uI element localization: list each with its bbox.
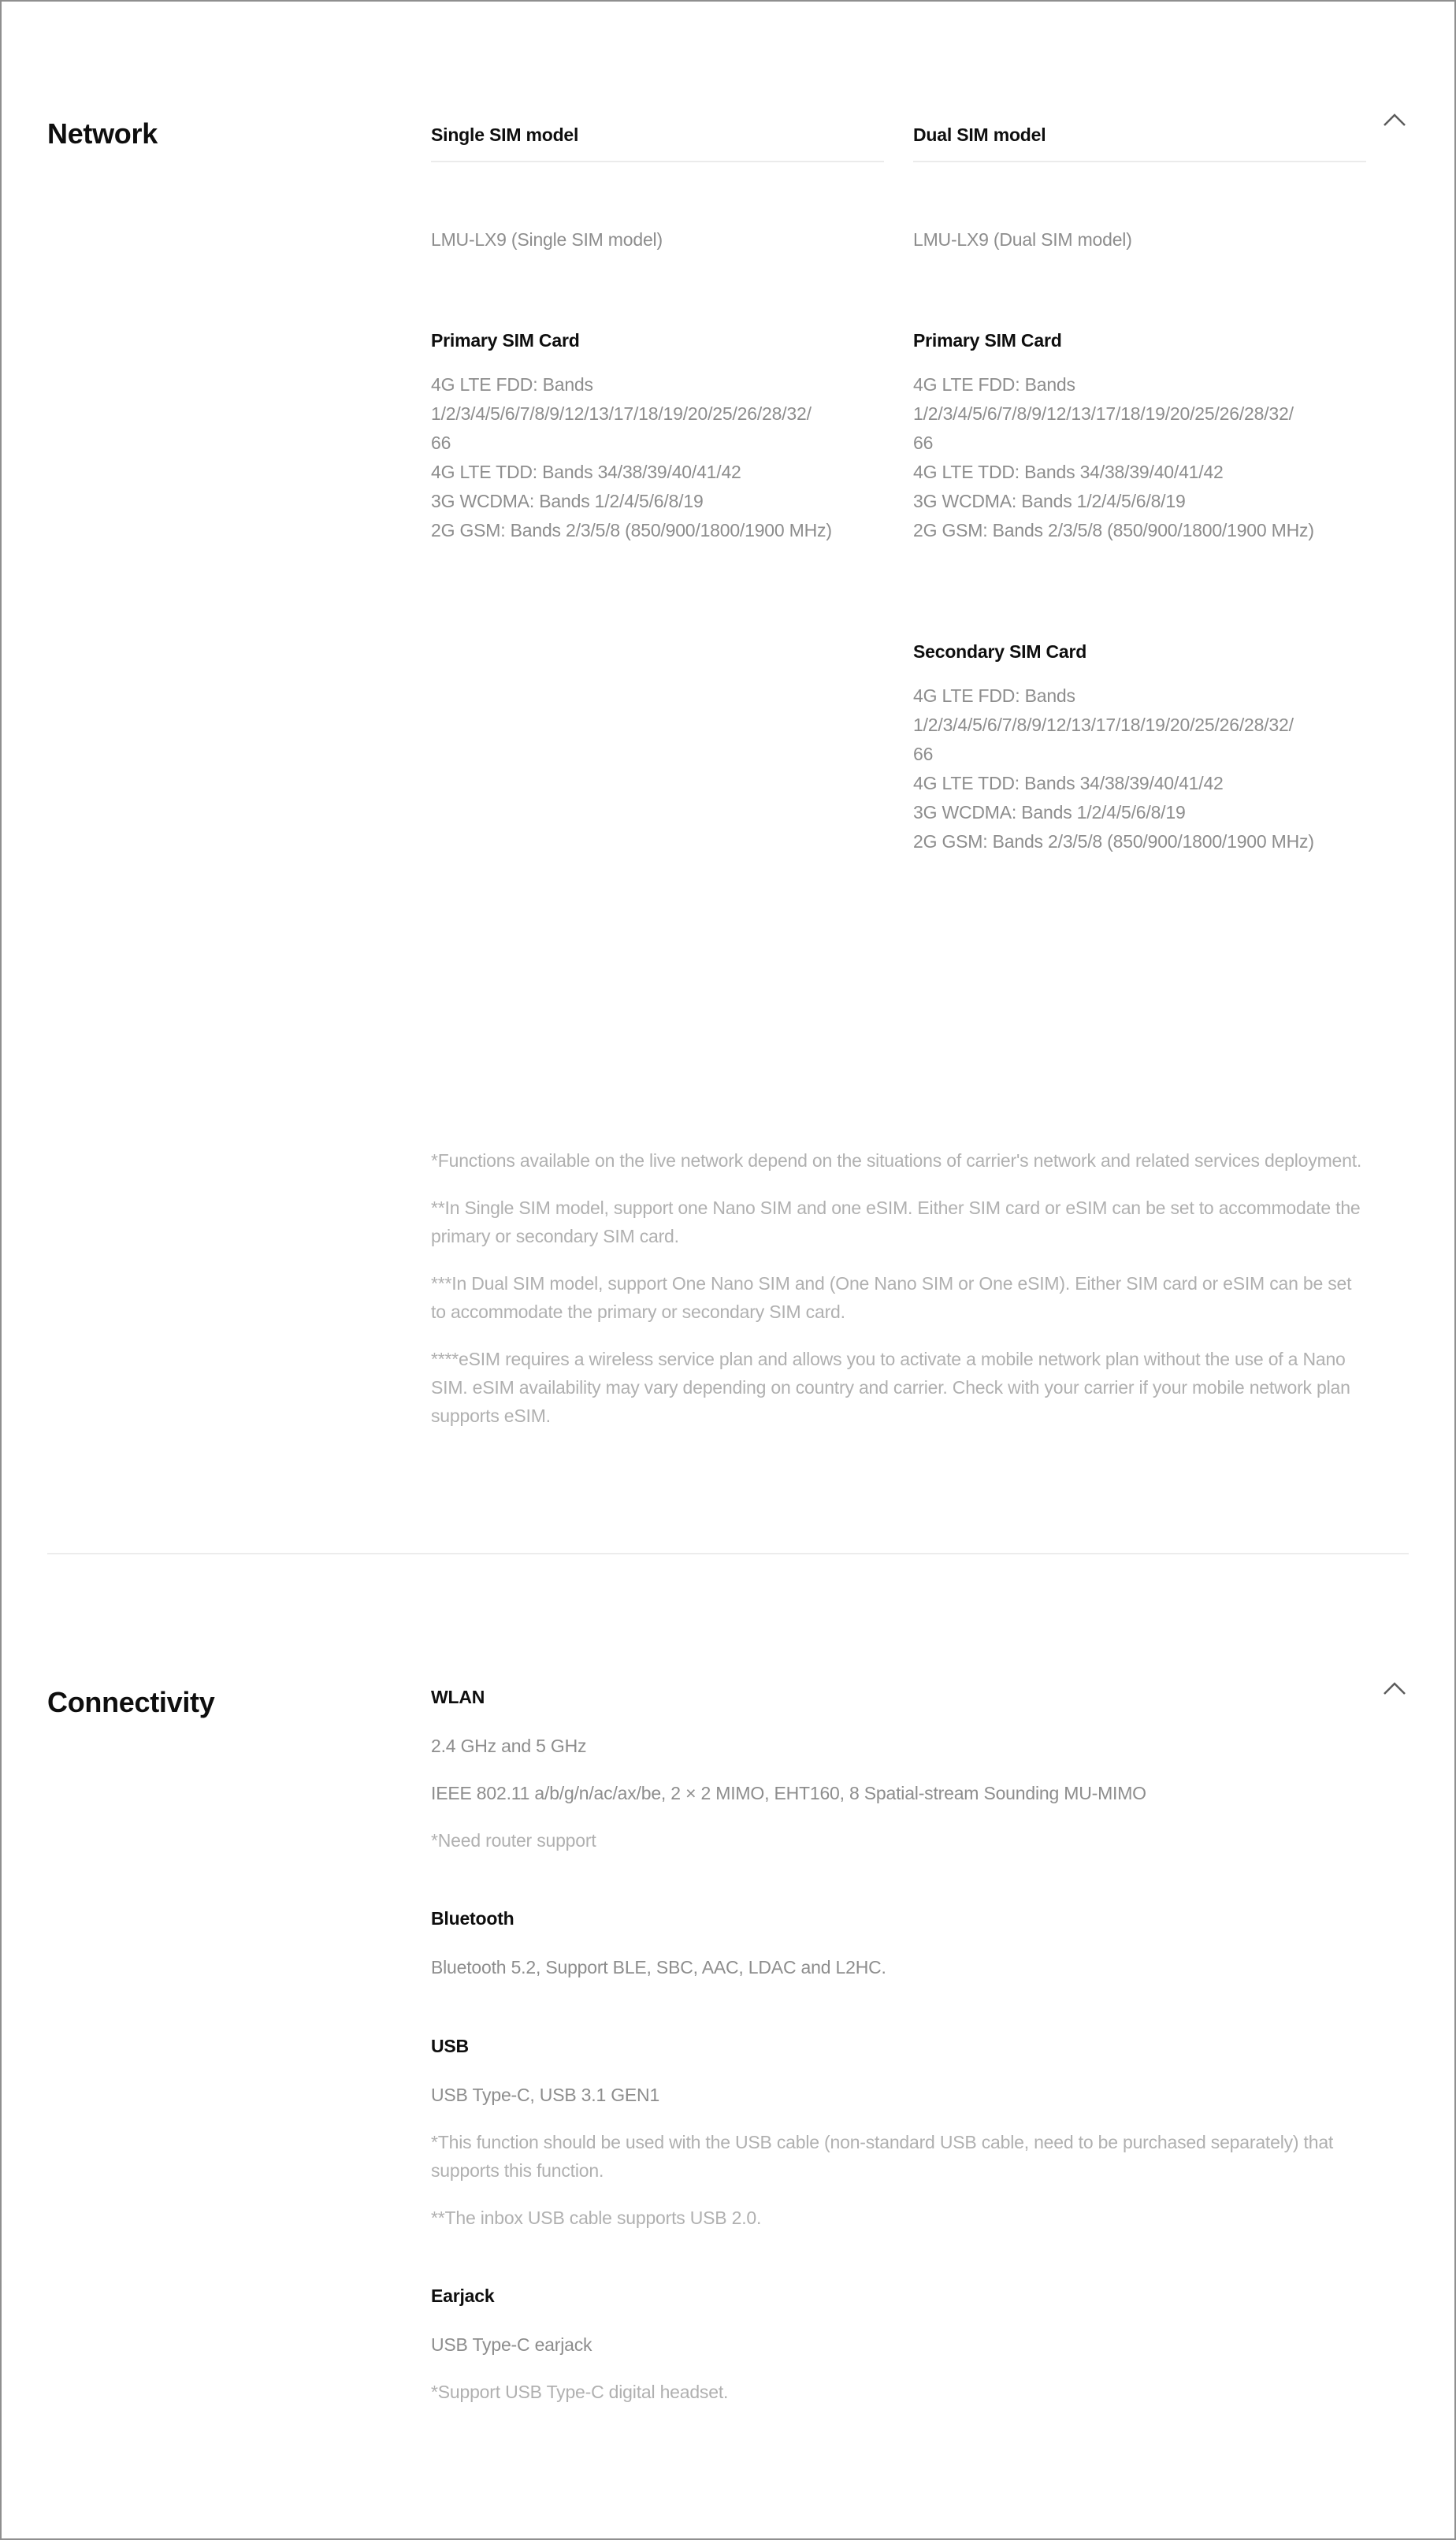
earjack-footnote: *Support USB Type-C digital headset. bbox=[431, 2382, 729, 2402]
earjack-heading: Earjack bbox=[431, 2286, 495, 2306]
band-line: 1/2/3/4/5/6/7/8/9/12/13/17/18/19/20/25/26/28/32/ bbox=[913, 715, 1294, 735]
dual-sim-secondary-bands bbox=[913, 681, 1366, 856]
connectivity-content-column bbox=[431, 1685, 1409, 2458]
network-section bbox=[2, 2, 1454, 1449]
band-line: 4G LTE TDD: Bands 34/38/39/40/41/42 bbox=[913, 462, 1224, 482]
dual-sim-primary-card-heading: Primary SIM Card bbox=[913, 330, 1062, 351]
single-sim-model-name: LMU-LX9 (Single SIM model) bbox=[431, 229, 663, 250]
band-line: 3G WCDMA: Bands 1/2/4/5/6/8/19 bbox=[913, 491, 1186, 511]
earjack-value: USB Type-C earjack bbox=[431, 2334, 592, 2355]
network-footnote: *Functions available on the live network depend on the situations of carrier's network and related services deployment. bbox=[431, 1150, 1362, 1171]
band-line: 2G GSM: Bands 2/3/5/8 (850/900/1800/1900 MHz) bbox=[913, 520, 1314, 540]
connectivity-section-title: Connectivity bbox=[47, 1686, 215, 1718]
band-line: 4G LTE FDD: Bands bbox=[913, 374, 1075, 395]
band-line: 1/2/3/4/5/6/7/8/9/12/13/17/18/19/20/25/26/28/32/ bbox=[913, 403, 1294, 424]
wlan-heading: WLAN bbox=[431, 1687, 485, 1707]
bluetooth-heading: Bluetooth bbox=[431, 1908, 514, 1929]
connectivity-collapse-button[interactable] bbox=[1382, 1679, 1409, 1698]
band-line: 3G WCDMA: Bands 1/2/4/5/6/8/19 bbox=[431, 491, 704, 511]
dual-sim-model-name: LMU-LX9 (Dual SIM model) bbox=[913, 229, 1132, 250]
connectivity-section bbox=[2, 1554, 1454, 2458]
band-line: 4G LTE TDD: Bands 34/38/39/40/41/42 bbox=[913, 773, 1224, 793]
band-line: 66 bbox=[431, 433, 451, 453]
sim-model-columns bbox=[431, 117, 1409, 856]
network-footnote: ***In Dual SIM model, support One Nano SIM and (One Nano SIM or One eSIM). Either SIM card or eSIM can be set to accommodate the primary or secondary SIM card. bbox=[431, 1273, 1352, 1322]
network-label-column bbox=[47, 117, 431, 151]
usb-value: USB Type-C, USB 3.1 GEN1 bbox=[431, 2085, 660, 2105]
band-line: 3G WCDMA: Bands 1/2/4/5/6/8/19 bbox=[913, 802, 1186, 823]
dual-sim-column-header: Dual SIM model bbox=[913, 117, 1366, 162]
network-content-column bbox=[431, 117, 1409, 1449]
usb-footnote: **The inbox USB cable supports USB 2.0. bbox=[431, 2208, 762, 2228]
band-line: 66 bbox=[913, 433, 934, 453]
single-sim-primary-card-heading: Primary SIM Card bbox=[431, 330, 580, 351]
dual-sim-primary-bands bbox=[913, 370, 1366, 545]
usb-group bbox=[431, 2034, 1409, 2232]
chevron-up-icon bbox=[1382, 1680, 1409, 1697]
band-line: 4G LTE FDD: Bands bbox=[913, 685, 1075, 706]
band-line: 4G LTE FDD: Bands bbox=[431, 374, 593, 395]
network-section-title: Network bbox=[47, 117, 158, 150]
chevron-up-icon bbox=[1382, 111, 1409, 128]
wlan-value: IEEE 802.11 a/b/g/n/ac/ax/be, 2 × 2 MIMO, EHT160, 8 Spatial-stream Sounding MU-MIMO bbox=[431, 1783, 1146, 1803]
network-footnote: **In Single SIM model, support one Nano SIM and one eSIM. Either SIM card or eSIM can be set to accommodate the primary or secondary SIM card. bbox=[431, 1198, 1361, 1246]
band-line: 2G GSM: Bands 2/3/5/8 (850/900/1800/1900 MHz) bbox=[913, 831, 1314, 852]
band-line: 66 bbox=[913, 744, 934, 764]
network-collapse-button[interactable] bbox=[1382, 110, 1409, 129]
single-sim-primary-bands bbox=[431, 370, 884, 545]
band-line: 1/2/3/4/5/6/7/8/9/12/13/17/18/19/20/25/26/28/32/ bbox=[431, 403, 812, 424]
single-sim-column-header: Single SIM model bbox=[431, 117, 884, 162]
earjack-group bbox=[431, 2284, 1409, 2406]
network-footnotes bbox=[431, 1146, 1409, 1430]
bluetooth-value: Bluetooth 5.2, Support BLE, SBC, AAC, LDAC and L2HC. bbox=[431, 1957, 886, 1977]
wlan-footnote: *Need router support bbox=[431, 1830, 596, 1851]
wlan-group bbox=[431, 1685, 1409, 1855]
usb-heading: USB bbox=[431, 2036, 469, 2056]
network-footnote: ****eSIM requires a wireless service plan and allows you to activate a mobile network plan without the use of a Nano SIM. eSIM availability may vary depending on country and carrier. Check with your carrier if your mobile network plan supports eSIM. bbox=[431, 1349, 1350, 1426]
wlan-value: 2.4 GHz and 5 GHz bbox=[431, 1736, 587, 1756]
band-line: 4G LTE TDD: Bands 34/38/39/40/41/42 bbox=[431, 462, 741, 482]
dual-sim-secondary-card-heading: Secondary SIM Card bbox=[913, 641, 1087, 662]
bluetooth-group bbox=[431, 1907, 1409, 1982]
dual-sim-column bbox=[913, 117, 1366, 856]
band-line: 2G GSM: Bands 2/3/5/8 (850/900/1800/1900 MHz) bbox=[431, 520, 832, 540]
single-sim-column bbox=[431, 117, 884, 856]
usb-footnote: *This function should be used with the USB cable (non-standard USB cable, need to be purchased separately) that supports this function. bbox=[431, 2132, 1334, 2181]
connectivity-label-column bbox=[47, 1685, 431, 1720]
